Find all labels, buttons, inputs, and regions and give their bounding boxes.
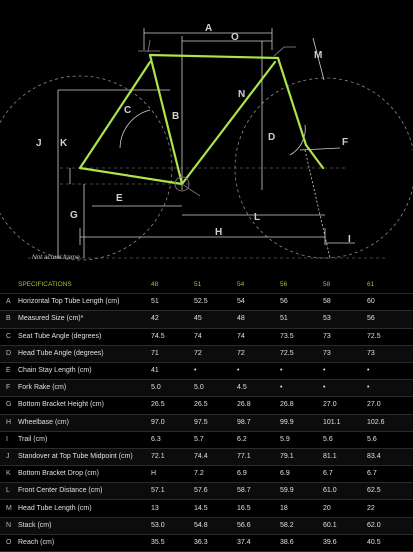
row-spec-name: Front Center Distance (cm) <box>18 483 151 500</box>
row-value: 56.6 <box>237 517 280 534</box>
row-value: 101.1 <box>323 414 367 431</box>
dim-label-m: M <box>314 50 323 61</box>
row-value: 35.5 <box>151 534 194 551</box>
row-letter: A <box>0 294 18 311</box>
diagram-note: Not actual frame. <box>32 254 82 261</box>
row-letter: F <box>0 380 18 397</box>
row-value: 77.1 <box>237 448 280 465</box>
row-value: 7.2 <box>194 466 237 483</box>
row-value: 97.5 <box>194 414 237 431</box>
row-value: 83.4 <box>367 448 413 465</box>
row-value: 53 <box>323 311 367 328</box>
row-value: 42 <box>151 311 194 328</box>
size-header: 54 <box>237 277 280 294</box>
table-header-row <box>0 277 413 294</box>
row-spec-name: Head Tube Length (cm) <box>18 500 151 517</box>
row-value: 37.4 <box>237 534 280 551</box>
row-value: 99.9 <box>280 414 323 431</box>
row-letter: I <box>0 431 18 448</box>
row-value: 38.6 <box>280 534 323 551</box>
row-value: 54 <box>237 294 280 311</box>
row-value: 26.8 <box>280 397 323 414</box>
dim-label-l: L <box>254 212 261 223</box>
row-value: 39.6 <box>323 534 367 551</box>
row-value: 72.1 <box>151 448 194 465</box>
row-value: 6.9 <box>280 466 323 483</box>
row-value: • <box>280 362 323 379</box>
row-value: 62.5 <box>367 483 413 500</box>
row-value: 74.5 <box>151 328 194 345</box>
row-value: 6.7 <box>367 466 413 483</box>
row-value: 22 <box>367 500 413 517</box>
row-value: 56 <box>367 311 413 328</box>
row-spec-name: Standover at Top Tube Midpoint (cm) <box>18 448 151 465</box>
row-value: 58.2 <box>280 517 323 534</box>
size-header: 61 <box>367 277 413 294</box>
row-value: 14.5 <box>194 500 237 517</box>
geometry-diagram <box>0 0 413 268</box>
row-value: 79.1 <box>280 448 323 465</box>
table-row <box>0 380 413 397</box>
row-value: • <box>194 362 237 379</box>
row-spec-name: Trail (cm) <box>18 431 151 448</box>
row-value: 56 <box>280 294 323 311</box>
dim-label-f: F <box>342 137 349 148</box>
row-spec-name: Seat Tube Angle (degrees) <box>18 328 151 345</box>
row-value: 72 <box>237 345 280 362</box>
row-value: 72 <box>194 345 237 362</box>
row-spec-name: Stack (cm) <box>18 517 151 534</box>
row-value: 13 <box>151 500 194 517</box>
row-letter: E <box>0 362 18 379</box>
dim-label-o: O <box>231 32 239 43</box>
row-value: 57.6 <box>194 483 237 500</box>
specifications-header: SPECIFICATIONS <box>18 277 151 294</box>
row-value: • <box>323 362 367 379</box>
row-value: 52.5 <box>194 294 237 311</box>
row-value: 40.5 <box>367 534 413 551</box>
row-value: 73 <box>323 345 367 362</box>
dim-label-j: J <box>36 138 42 149</box>
row-value: 20 <box>323 500 367 517</box>
size-header: 51 <box>194 277 237 294</box>
row-value: 60.1 <box>323 517 367 534</box>
row-value: 4.5 <box>237 380 280 397</box>
row-value: 73 <box>323 328 367 345</box>
row-value: 73.5 <box>280 328 323 345</box>
row-value: 73 <box>367 345 413 362</box>
size-header: 48 <box>151 277 194 294</box>
row-spec-name: Fork Rake (cm) <box>18 380 151 397</box>
table-row <box>0 397 413 414</box>
row-value: • <box>367 362 413 379</box>
row-value: 26.5 <box>194 397 237 414</box>
row-letter: N <box>0 517 18 534</box>
row-value: 98.7 <box>237 414 280 431</box>
row-value: 18 <box>280 500 323 517</box>
row-value: 74 <box>194 328 237 345</box>
row-letter: O <box>0 534 18 551</box>
row-value: H <box>151 466 194 483</box>
table-row <box>0 466 413 483</box>
row-value: 5.0 <box>151 380 194 397</box>
row-letter: B <box>0 311 18 328</box>
row-letter: L <box>0 483 18 500</box>
row-value: 26.5 <box>151 397 194 414</box>
table-row <box>0 431 413 448</box>
dim-label-c: C <box>124 105 132 116</box>
row-letter: M <box>0 500 18 517</box>
row-value: 27.0 <box>323 397 367 414</box>
table-row <box>0 448 413 465</box>
row-value: 51 <box>280 311 323 328</box>
table-row <box>0 483 413 500</box>
row-spec-name: Bottom Bracket Height (cm) <box>18 397 151 414</box>
table-row <box>0 414 413 431</box>
row-value: 5.9 <box>280 431 323 448</box>
row-value: 26.8 <box>237 397 280 414</box>
row-value: 58.7 <box>237 483 280 500</box>
dim-label-i: I <box>348 234 351 245</box>
size-header: 58 <box>323 277 367 294</box>
table-row <box>0 500 413 517</box>
row-value: 97.0 <box>151 414 194 431</box>
row-value: 72.5 <box>280 345 323 362</box>
row-value: 58 <box>323 294 367 311</box>
row-value: 48 <box>237 311 280 328</box>
row-value: 71 <box>151 345 194 362</box>
dim-label-g: G <box>70 210 78 221</box>
table-row <box>0 328 413 345</box>
row-value: • <box>280 380 323 397</box>
row-value: 41 <box>151 362 194 379</box>
row-value: 61.0 <box>323 483 367 500</box>
row-value: 6.7 <box>323 466 367 483</box>
row-spec-name: Measured Size (cm)* <box>18 311 151 328</box>
size-header: 56 <box>280 277 323 294</box>
row-value: 72.5 <box>367 328 413 345</box>
row-value: 45 <box>194 311 237 328</box>
table-row <box>0 362 413 379</box>
row-letter: H <box>0 414 18 431</box>
dim-label-d: D <box>268 132 276 143</box>
row-value: 74.4 <box>194 448 237 465</box>
row-value: • <box>237 362 280 379</box>
frame-components <box>138 40 296 196</box>
dim-label-n: N <box>238 89 246 100</box>
row-value: 51 <box>151 294 194 311</box>
row-spec-name: Horizontal Top Tube Length (cm) <box>18 294 151 311</box>
row-value: 5.7 <box>194 431 237 448</box>
row-value: 74 <box>237 328 280 345</box>
row-value: 6.3 <box>151 431 194 448</box>
table-row <box>0 517 413 534</box>
dim-label-a: A <box>205 23 213 34</box>
row-value: 53.0 <box>151 517 194 534</box>
row-spec-name: Chain Stay Length (cm) <box>18 362 151 379</box>
row-value: 54.8 <box>194 517 237 534</box>
row-letter: C <box>0 328 18 345</box>
dim-label-k: K <box>60 138 68 149</box>
row-value: 57.1 <box>151 483 194 500</box>
row-value: 5.6 <box>367 431 413 448</box>
row-value: • <box>323 380 367 397</box>
table-row <box>0 311 413 328</box>
row-spec-name: Reach (cm) <box>18 534 151 551</box>
table-row <box>0 345 413 362</box>
frame-outline <box>80 55 323 184</box>
row-letter: K <box>0 466 18 483</box>
row-value: 81.1 <box>323 448 367 465</box>
row-letter: J <box>0 448 18 465</box>
row-spec-name: Bottom Bracket Drop (cm) <box>18 466 151 483</box>
frame-geometry-drawing <box>0 0 413 268</box>
dimension-lines <box>58 28 355 258</box>
row-spec-name: Head Tube Angle (degrees) <box>18 345 151 362</box>
row-value: 60 <box>367 294 413 311</box>
row-value: • <box>367 380 413 397</box>
dim-label-h: H <box>215 227 223 238</box>
row-value: 6.9 <box>237 466 280 483</box>
row-value: 102.6 <box>367 414 413 431</box>
row-letter: D <box>0 345 18 362</box>
dim-label-b: B <box>172 111 180 122</box>
row-spec-name: Wheelbase (cm) <box>18 414 151 431</box>
table-row <box>0 294 413 311</box>
row-value: 36.3 <box>194 534 237 551</box>
specifications-body <box>0 294 413 552</box>
specifications-table <box>0 277 413 552</box>
row-value: 6.2 <box>237 431 280 448</box>
row-value: 5.0 <box>194 380 237 397</box>
row-value: 5.6 <box>323 431 367 448</box>
row-value: 62.0 <box>367 517 413 534</box>
row-value: 16.5 <box>237 500 280 517</box>
row-value: 27.0 <box>367 397 413 414</box>
row-value: 59.9 <box>280 483 323 500</box>
table-row <box>0 534 413 551</box>
row-letter: G <box>0 397 18 414</box>
dim-label-e: E <box>116 193 123 204</box>
